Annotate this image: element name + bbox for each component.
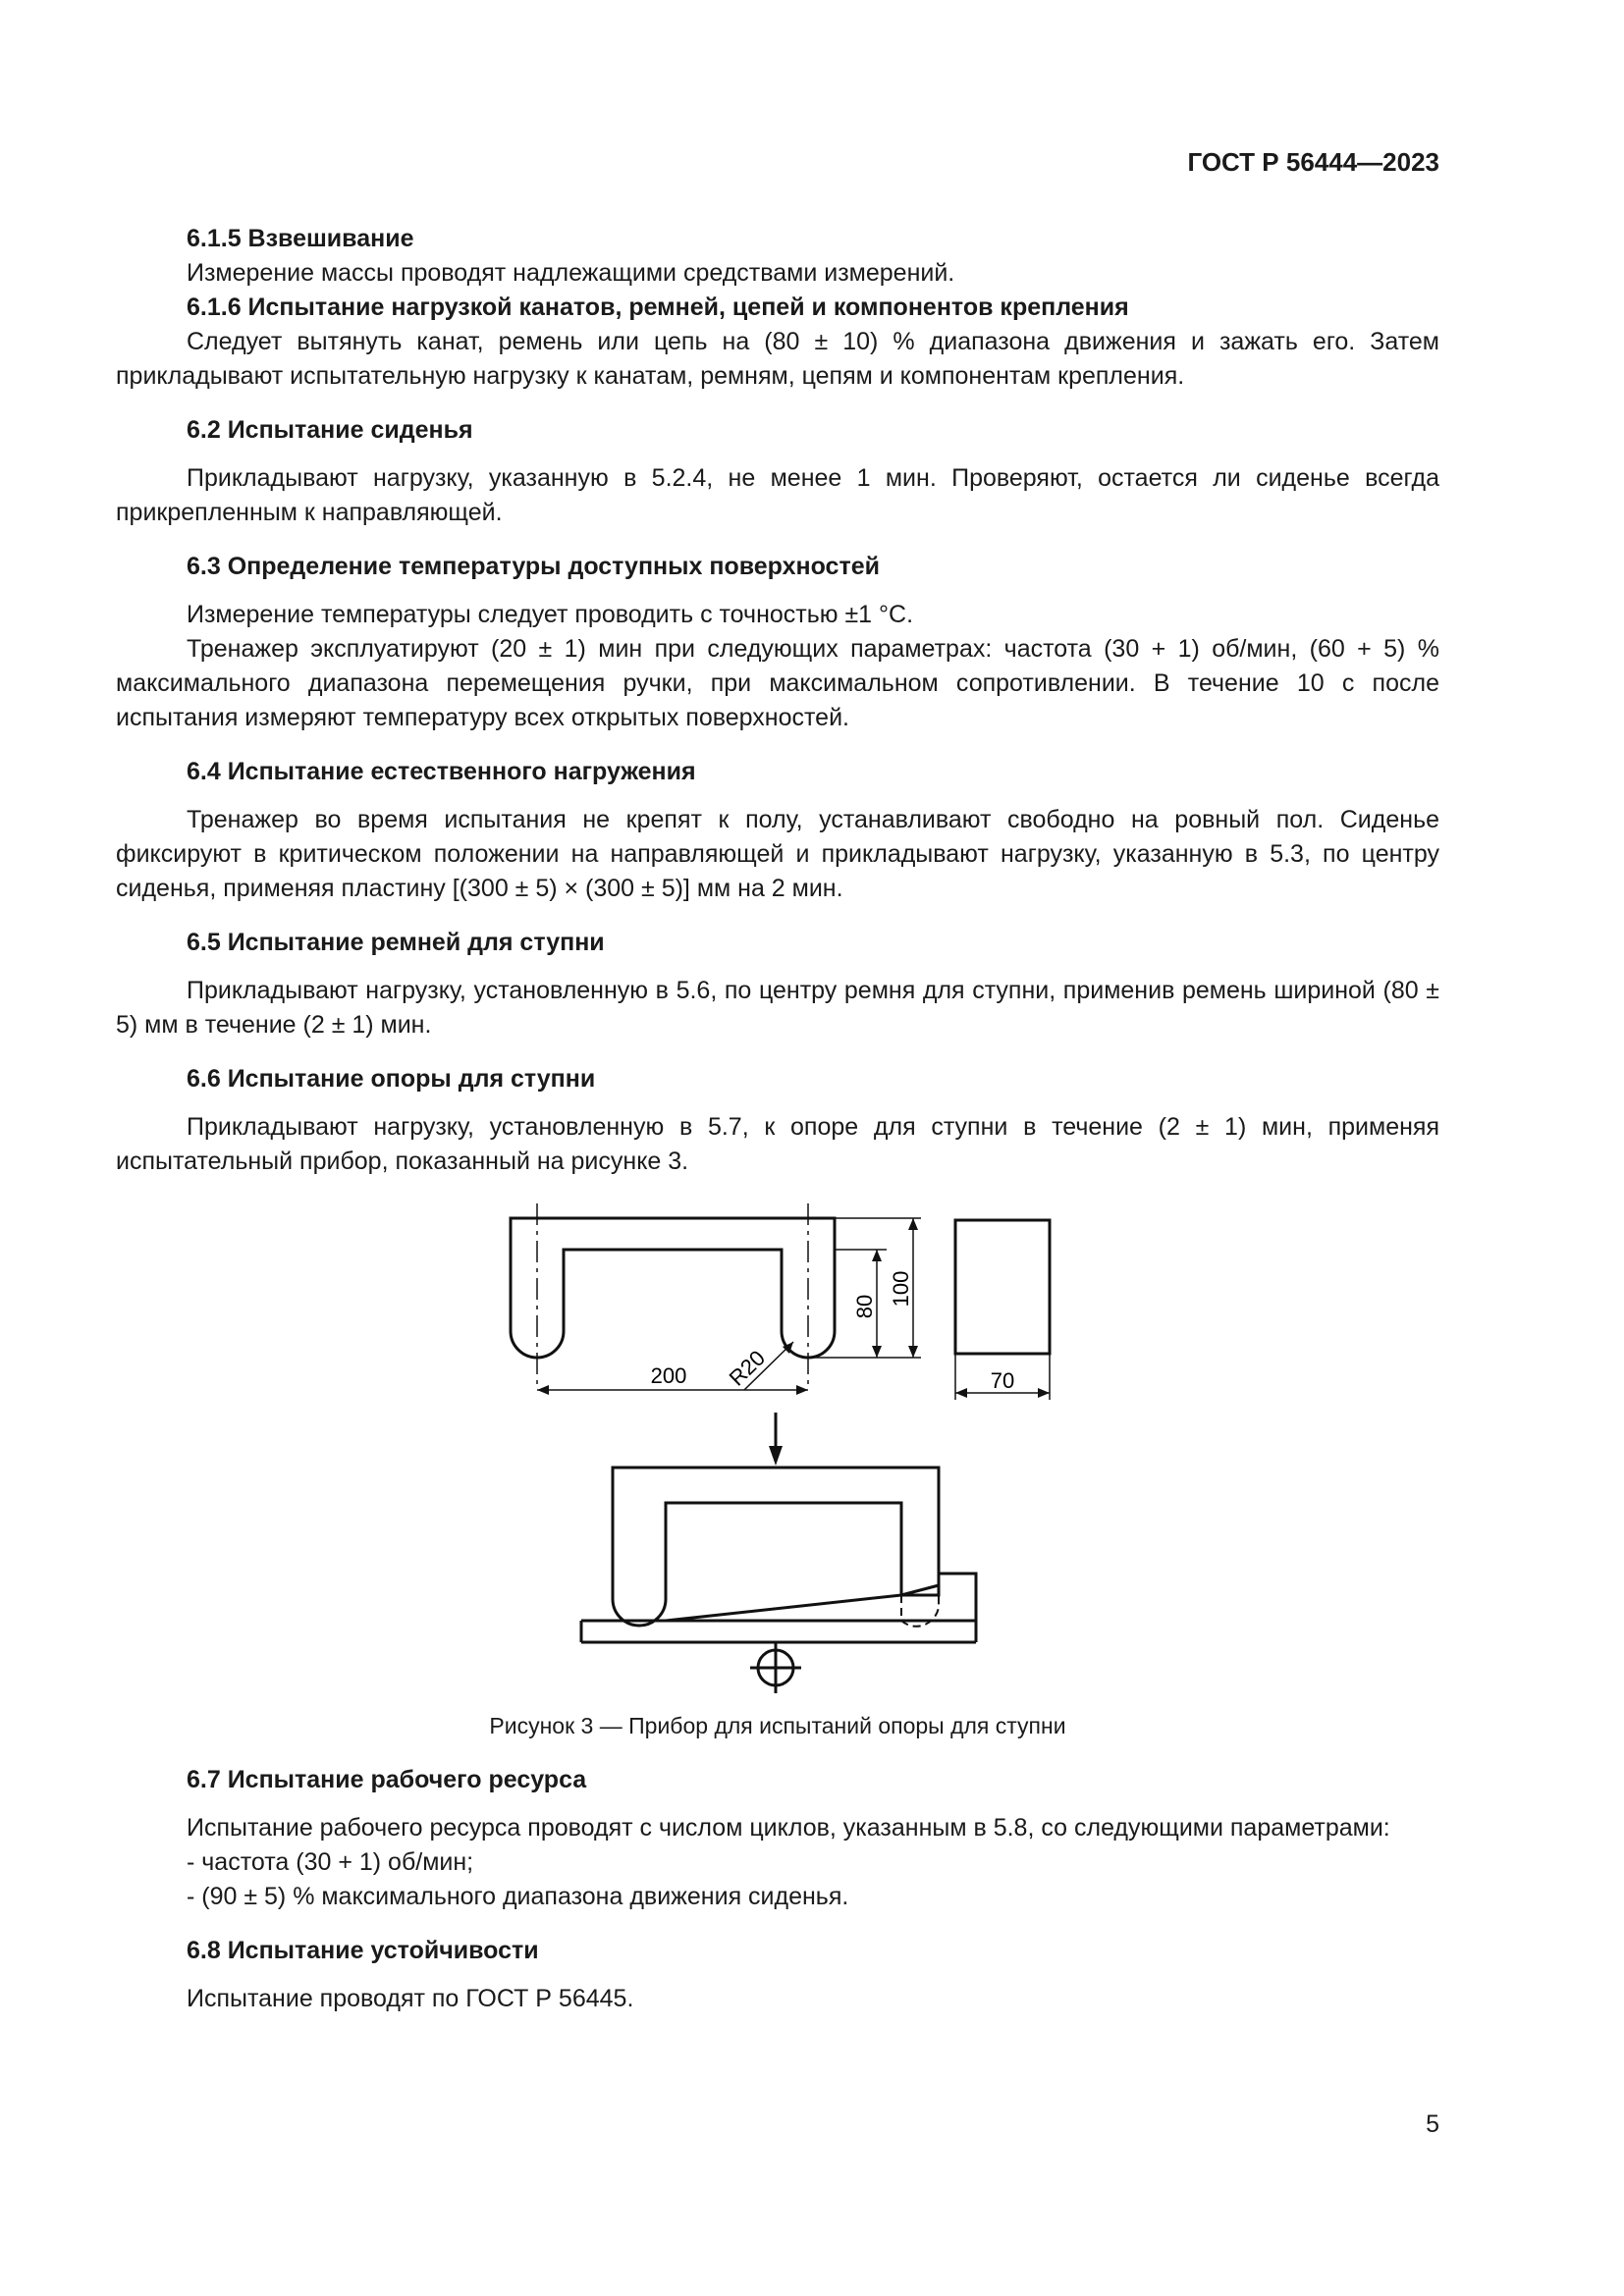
section-6-8-title: 6.8 Испытание устойчивости xyxy=(187,1937,539,1964)
foot-support-test-device-drawing xyxy=(116,1199,1439,1709)
dim-label-80: 80 xyxy=(852,1294,877,1319)
section-6-7-text: Испытание рабочего ресурса проводят с числом циклов, указанным в 5.8, со следующими параметрами: xyxy=(187,1814,1390,1842)
dim-label-100: 100 xyxy=(889,1270,913,1308)
figure-3-caption: Рисунок 3 — Прибор для испытаний опоры для ступни xyxy=(489,1713,1066,1738)
section-6-1-5-text: Измерение массы проводят надлежащими средствами измерений. xyxy=(187,259,955,287)
device-side-block xyxy=(955,1220,1050,1354)
section-6-2-title: 6.2 Испытание сиденья xyxy=(187,416,473,444)
section-6-1-6-title: 6.1.6 Испытание нагрузкой канатов, ремней, цепей и компонентов крепления xyxy=(187,294,1129,321)
dim-label-200: 200 xyxy=(650,1363,687,1388)
section-6-7-item-1: - частота (30 + 1) об/мин; xyxy=(187,1848,474,1876)
section-6-8-text: Испытание проводят по ГОСТ Р 56445. xyxy=(187,1985,634,2012)
pivot-symbol xyxy=(750,1642,801,1693)
section-6-6-text: Прикладывают нагрузку, установленную в 5.7, к опоре для ступни в течение (2 ± 1) мин, применяя испытательный прибор, показанный на рисунке 3. xyxy=(116,1113,1439,1175)
section-6-7-item-2: - (90 ± 5) % максимального диапазона движения сиденья. xyxy=(187,1883,849,1910)
dim-label-r20: R20 xyxy=(724,1345,770,1391)
page-number: 5 xyxy=(1426,2110,1439,2138)
section-6-7-title: 6.7 Испытание рабочего ресурса xyxy=(187,1766,587,1793)
device-loaded-outline xyxy=(613,1468,939,1626)
section-6-2-text: Прикладывают нагрузку, указанную в 5.2.4, не менее 1 мин. Проверяют, остается ли сиденье всегда прикрепленным к направляющей. xyxy=(116,464,1439,526)
device-top-outline xyxy=(511,1218,835,1358)
footrest-slope xyxy=(666,1595,901,1621)
section-6-3-text-2: Тренажер эксплуатируют (20 ± 1) мин при следующих параметрах: частота (30 + 1) об/мин, (60 + 5) % максимального диапазона перемещения ручки, при максимальном сопротивлении. В течение 10 с после испытания измеряют температуру всех открытых поверхностей. xyxy=(116,635,1439,731)
section-6-4-text: Тренажер во время испытания не крепят к полу, устанавливают свободно на ровный пол. Сиденье фиксируют в критическом положении на направляющей и прикладывают нагрузку, указанную в 5.3, по центру сиденья, применяя пластину [(300 ± 5) × (300 ± 5)] мм на 2 мин. xyxy=(116,806,1439,902)
section-6-6-title: 6.6 Испытание опоры для ступни xyxy=(187,1065,596,1093)
dim-label-70: 70 xyxy=(990,1368,1015,1393)
section-6-3-text-1: Измерение температуры следует проводить с точностью ±1 °С. xyxy=(187,601,914,628)
figure-3 xyxy=(116,1199,1439,1709)
section-6-5-text: Прикладывают нагрузку, установленную в 5.6, по центру ремня для ступни, применив ремень шириной (80 ± 5) мм в течение (2 ± 1) мин. xyxy=(116,977,1439,1039)
section-6-4-title: 6.4 Испытание естественного нагружения xyxy=(187,758,696,785)
section-6-1-5-title: 6.1.5 Взвешивание xyxy=(187,225,414,252)
section-6-3-title: 6.3 Определение температуры доступных поверхностей xyxy=(187,553,880,580)
base-plate xyxy=(581,1574,976,1621)
section-6-1-6-text: Следует вытянуть канат, ремень или цепь на (80 ± 10) % диапазона движения и зажать его. Затем прикладывают испытательную нагрузку к канатам, ремням, цепям и компонентам крепления. xyxy=(116,328,1439,390)
document-id: ГОСТ Р 56444—2023 xyxy=(1187,147,1439,177)
section-6-5-title: 6.5 Испытание ремней для ступни xyxy=(187,929,605,956)
document-body xyxy=(116,222,1439,2016)
